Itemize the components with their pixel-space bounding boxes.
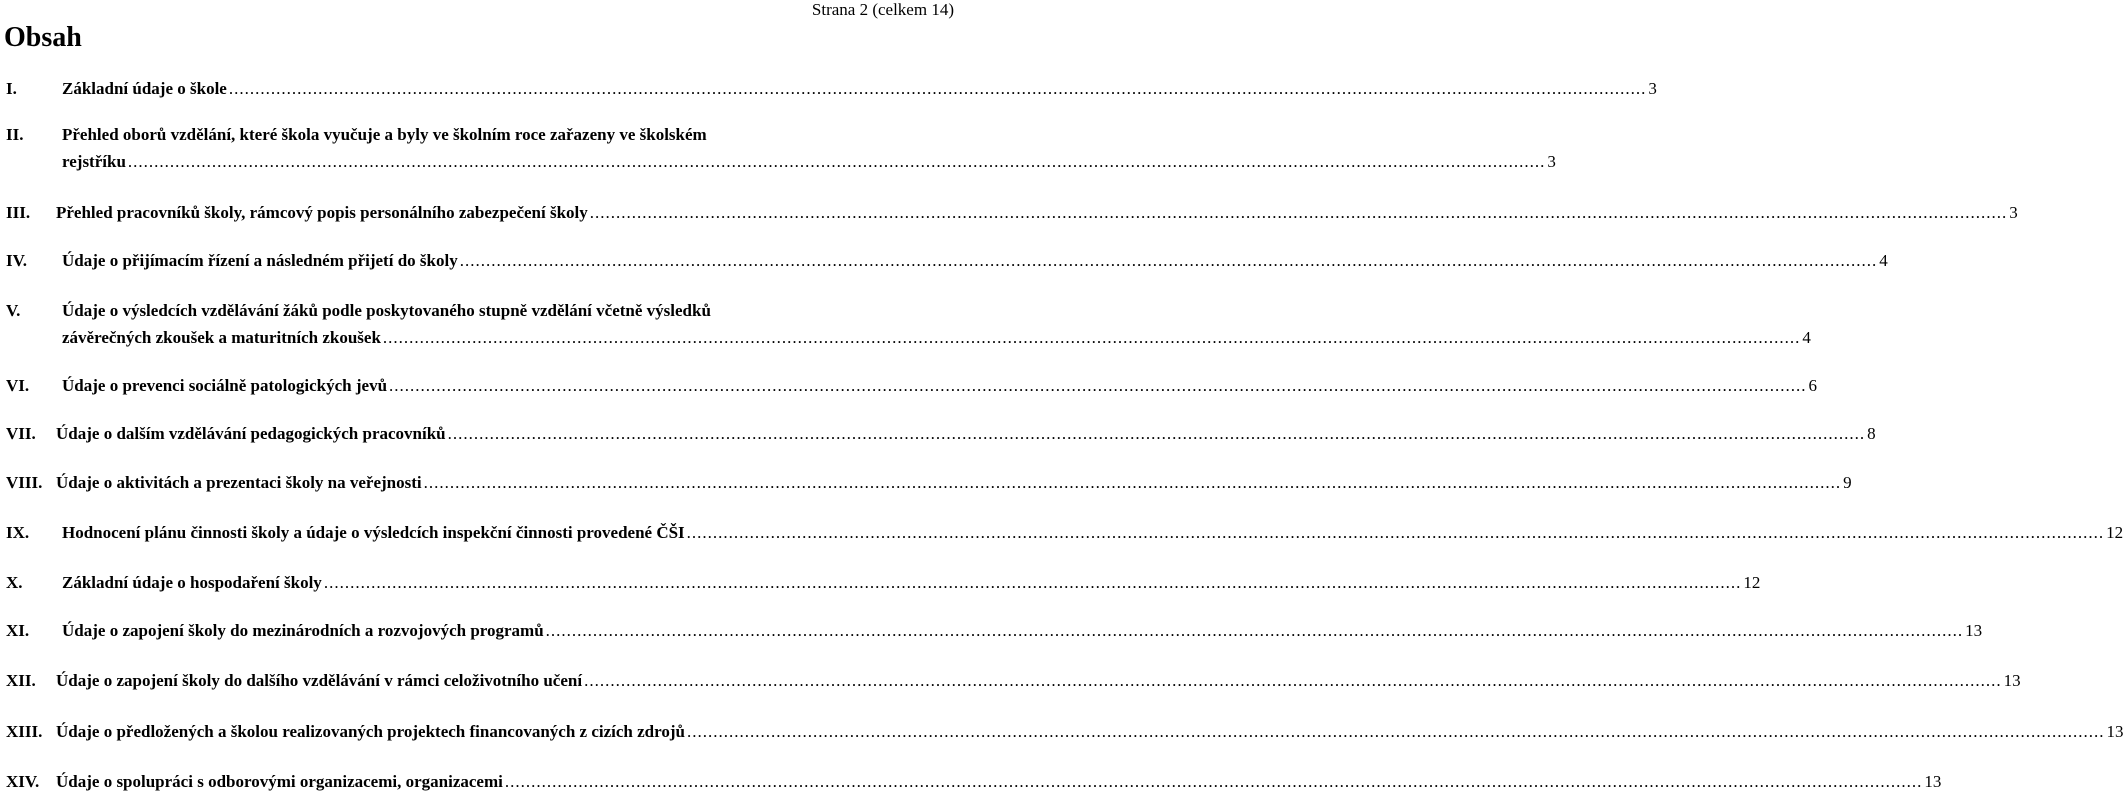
toc-entry[interactable]: [6, 247, 1888, 274]
toc-entry-title: Údaje o zapojení školy do dalšího vzdělávání v rámci celoživotního učení: [56, 671, 583, 690]
toc-leader-dots: [505, 768, 1923, 795]
toc-entry-page: 4: [1802, 328, 1811, 347]
toc-entry-number: XII.: [6, 671, 36, 690]
toc-leader-dots: [324, 569, 1742, 596]
toc-entry-page: 3: [2009, 203, 2018, 222]
toc-entry-page: 12: [2106, 523, 2123, 542]
toc-entry[interactable]: [6, 718, 2123, 745]
toc-entry[interactable]: [6, 667, 2021, 694]
toc-entry[interactable]: [6, 469, 1852, 496]
toc-entry-number: X.: [6, 573, 23, 592]
toc-entry[interactable]: [6, 297, 1811, 351]
toc-leader-dots: [687, 718, 2105, 745]
toc-entry-title: Přehled oborů vzdělání, které škola vyučuje a byly ve školním roce zařazeny ve školském: [62, 125, 707, 144]
toc-leader-dots: [584, 667, 2002, 694]
toc-entry-title: závěrečných zkoušek a maturitních zkoušek: [62, 328, 381, 347]
toc-entry-title: Údaje o prevenci sociálně patologických jevů: [62, 376, 388, 395]
toc-entry[interactable]: [6, 420, 1876, 447]
toc-entry[interactable]: [6, 121, 1556, 175]
toc-entry-title: Údaje o předložených a školou realizovaných projektech financovaných z cizích zdrojů: [56, 722, 685, 741]
toc-entry-number: VI.: [6, 376, 30, 395]
toc-leader-dots: [448, 420, 1866, 447]
toc-entry-number: VII.: [6, 424, 36, 443]
toc-entry-number: V.: [6, 301, 21, 320]
toc-entry-title: Údaje o dalším vzdělávání pedagogických pracovníků: [56, 424, 446, 443]
toc-entry[interactable]: [6, 75, 1657, 102]
toc-leader-dots: [128, 148, 1546, 175]
page-number-header: Strana 2 (celkem 14): [811, 0, 954, 19]
toc-entry-number: XIII.: [6, 722, 43, 741]
toc-entry-page: 4: [1879, 251, 1888, 270]
toc-entry-page: 13: [1965, 621, 1983, 640]
toc-entry[interactable]: [6, 617, 1983, 644]
toc-leader-dots: [389, 372, 1807, 399]
toc-entry-number: IX.: [6, 523, 30, 542]
toc-entry-title: Přehled pracovníků školy, rámcový popis personálního zabezpečení školy: [56, 203, 588, 222]
toc-entry-title: Údaje o přijímacím řízení a následném přijetí do školy: [62, 251, 458, 270]
toc-title: Obsah: [4, 22, 82, 53]
toc-entry-title: rejstříku: [62, 152, 126, 171]
toc-entry-page: 3: [1547, 152, 1556, 171]
toc-entry-number: XIV.: [6, 772, 40, 791]
toc-leader-dots: [383, 324, 1801, 351]
toc-entry-page: 9: [1843, 473, 1852, 492]
toc-entry-page: 6: [1808, 376, 1818, 395]
toc-entry-title: Údaje o spolupráci s odborovými organizacemi, organizacemi: [56, 772, 503, 791]
toc-entry-number: IV.: [6, 251, 27, 270]
toc-entry-number: III.: [6, 203, 31, 222]
toc-leader-dots: [460, 247, 1878, 274]
toc-entry-page: 13: [2106, 722, 2123, 741]
toc-entry-page: 12: [1743, 573, 1761, 592]
toc-entry[interactable]: [6, 519, 2123, 546]
toc-entry-title: Údaje o výsledcích vzdělávání žáků podle poskytovaného stupně vzdělání včetně výsledků: [62, 301, 711, 320]
toc-entry-number: XI.: [6, 621, 30, 640]
toc-entry-number: VIII.: [6, 473, 43, 492]
toc-entry-number: I.: [6, 79, 17, 98]
toc-entry-title: Hodnocení plánu činnosti školy a údaje o výsledcích inspekční činnosti provedené ČŠI: [62, 523, 685, 542]
toc-entry[interactable]: [6, 372, 1818, 399]
toc-entry[interactable]: [6, 569, 1761, 596]
toc-entry-page: 13: [1924, 772, 1942, 791]
toc-entry-page: 8: [1867, 424, 1876, 443]
toc-leader-dots: [424, 469, 1842, 496]
toc-entry-page: 3: [1648, 79, 1657, 98]
toc-entry-page: 13: [2003, 671, 2021, 690]
toc-entry-title: Údaje o aktivitách a prezentaci školy na veřejnosti: [56, 473, 422, 492]
toc-leader-dots: [229, 75, 1647, 102]
toc-leader-dots: [546, 617, 1964, 644]
toc-leader-dots: [590, 199, 2008, 226]
toc-entry[interactable]: [6, 768, 1942, 795]
toc-entry-title: Údaje o zapojení školy do mezinárodních a rozvojových programů: [62, 621, 544, 640]
toc-leader-dots: [687, 519, 2105, 546]
toc-entry-title: Základní údaje o hospodaření školy: [62, 573, 322, 592]
toc-entry-title: Základní údaje o škole: [62, 79, 227, 98]
toc-entry[interactable]: [6, 199, 2018, 226]
toc-entry-number: II.: [6, 125, 24, 144]
